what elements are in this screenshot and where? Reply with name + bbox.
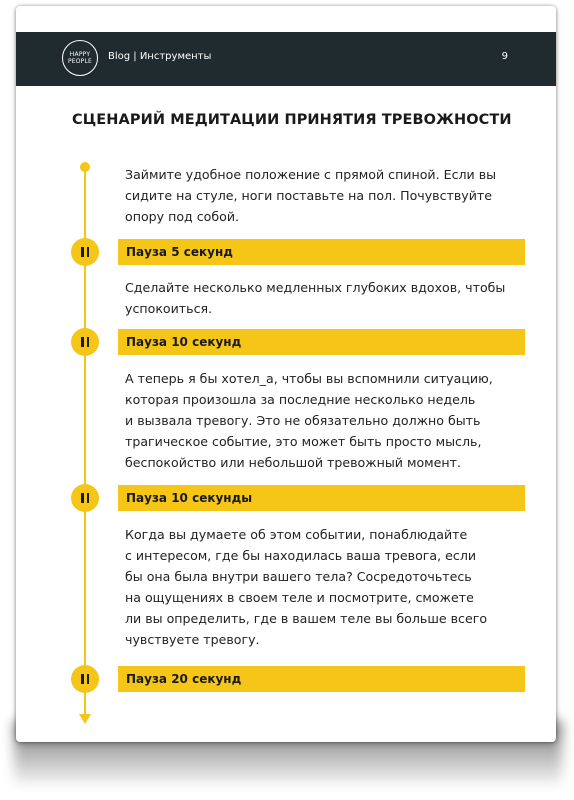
paragraph-line: бы она была внутри вашего тела? Сосредоточьтесь [125,569,472,584]
paragraph-line: беспокойство или небольшой тревожный момент. [125,455,461,470]
logo-line-1: HAPPY [69,51,91,58]
paragraph-line: которая произошла за последние несколько недель [125,392,476,407]
meditation-paragraph-3 [125,368,530,473]
pause-icon [71,328,99,356]
paragraph-line: опору под собой. [125,209,240,224]
paragraph-line: трагическое событие, это может быть просто мысль, [125,434,482,449]
pause-label-1: Пауза 5 секунд [118,239,525,265]
timeline-start-dot-icon [80,162,90,172]
pause-icon [71,238,99,266]
paragraph-line: Сделайте несколько медленных глубоких вдохов, чтобы [125,280,506,295]
pause-label-4: Пауза 20 секунд [118,666,525,692]
paragraph-line: с интересом, где бы находилась ваша тревога, если [125,548,477,563]
paragraph-line: на ощущениях в своем теле и посмотрите, сможете [125,590,474,605]
page-header [16,32,556,86]
header-breadcrumb: Blog | Инструменты [108,51,212,62]
paragraph-line: сидите на стуле, ноги поставьте на пол. Почувствуйте [125,188,492,203]
arrow-down-icon [79,714,91,724]
pause-label-3: Пауза 10 секунды [118,485,525,511]
pause-icon [71,484,99,512]
logo-line-2: PEOPLE [67,58,93,65]
meditation-paragraph-2 [125,277,530,319]
paragraph-line: и вызвала тревогу. Это не обязательно должно быть [125,413,481,428]
paragraph-line: Когда вы думаете об этом событии, понаблюдайте [125,527,468,542]
paragraph-line: ли вы определить, где в вашем теле вы больше всего [125,611,488,626]
pause-label-2: Пауза 10 секунд [118,329,525,355]
meditation-paragraph-4 [125,524,530,650]
pause-icon [71,665,99,693]
paragraph-line: чувствуете тревогу. [125,632,260,647]
page-title: СЦЕНАРИЙ МЕДИТАЦИИ ПРИНЯТИЯ ТРЕВОЖНОСТИ [72,112,512,128]
paragraph-line: успокоиться. [125,301,213,316]
paragraph-line: А теперь я бы хотел_а, чтобы вы вспомнили ситуацию, [125,371,493,386]
happy-people-logo [62,40,98,76]
document-page [16,6,556,742]
paragraph-line: Займите удобное положение с прямой спиной. Если вы [125,167,497,182]
meditation-paragraph-1 [125,164,530,227]
page-number: 9 [501,51,508,62]
